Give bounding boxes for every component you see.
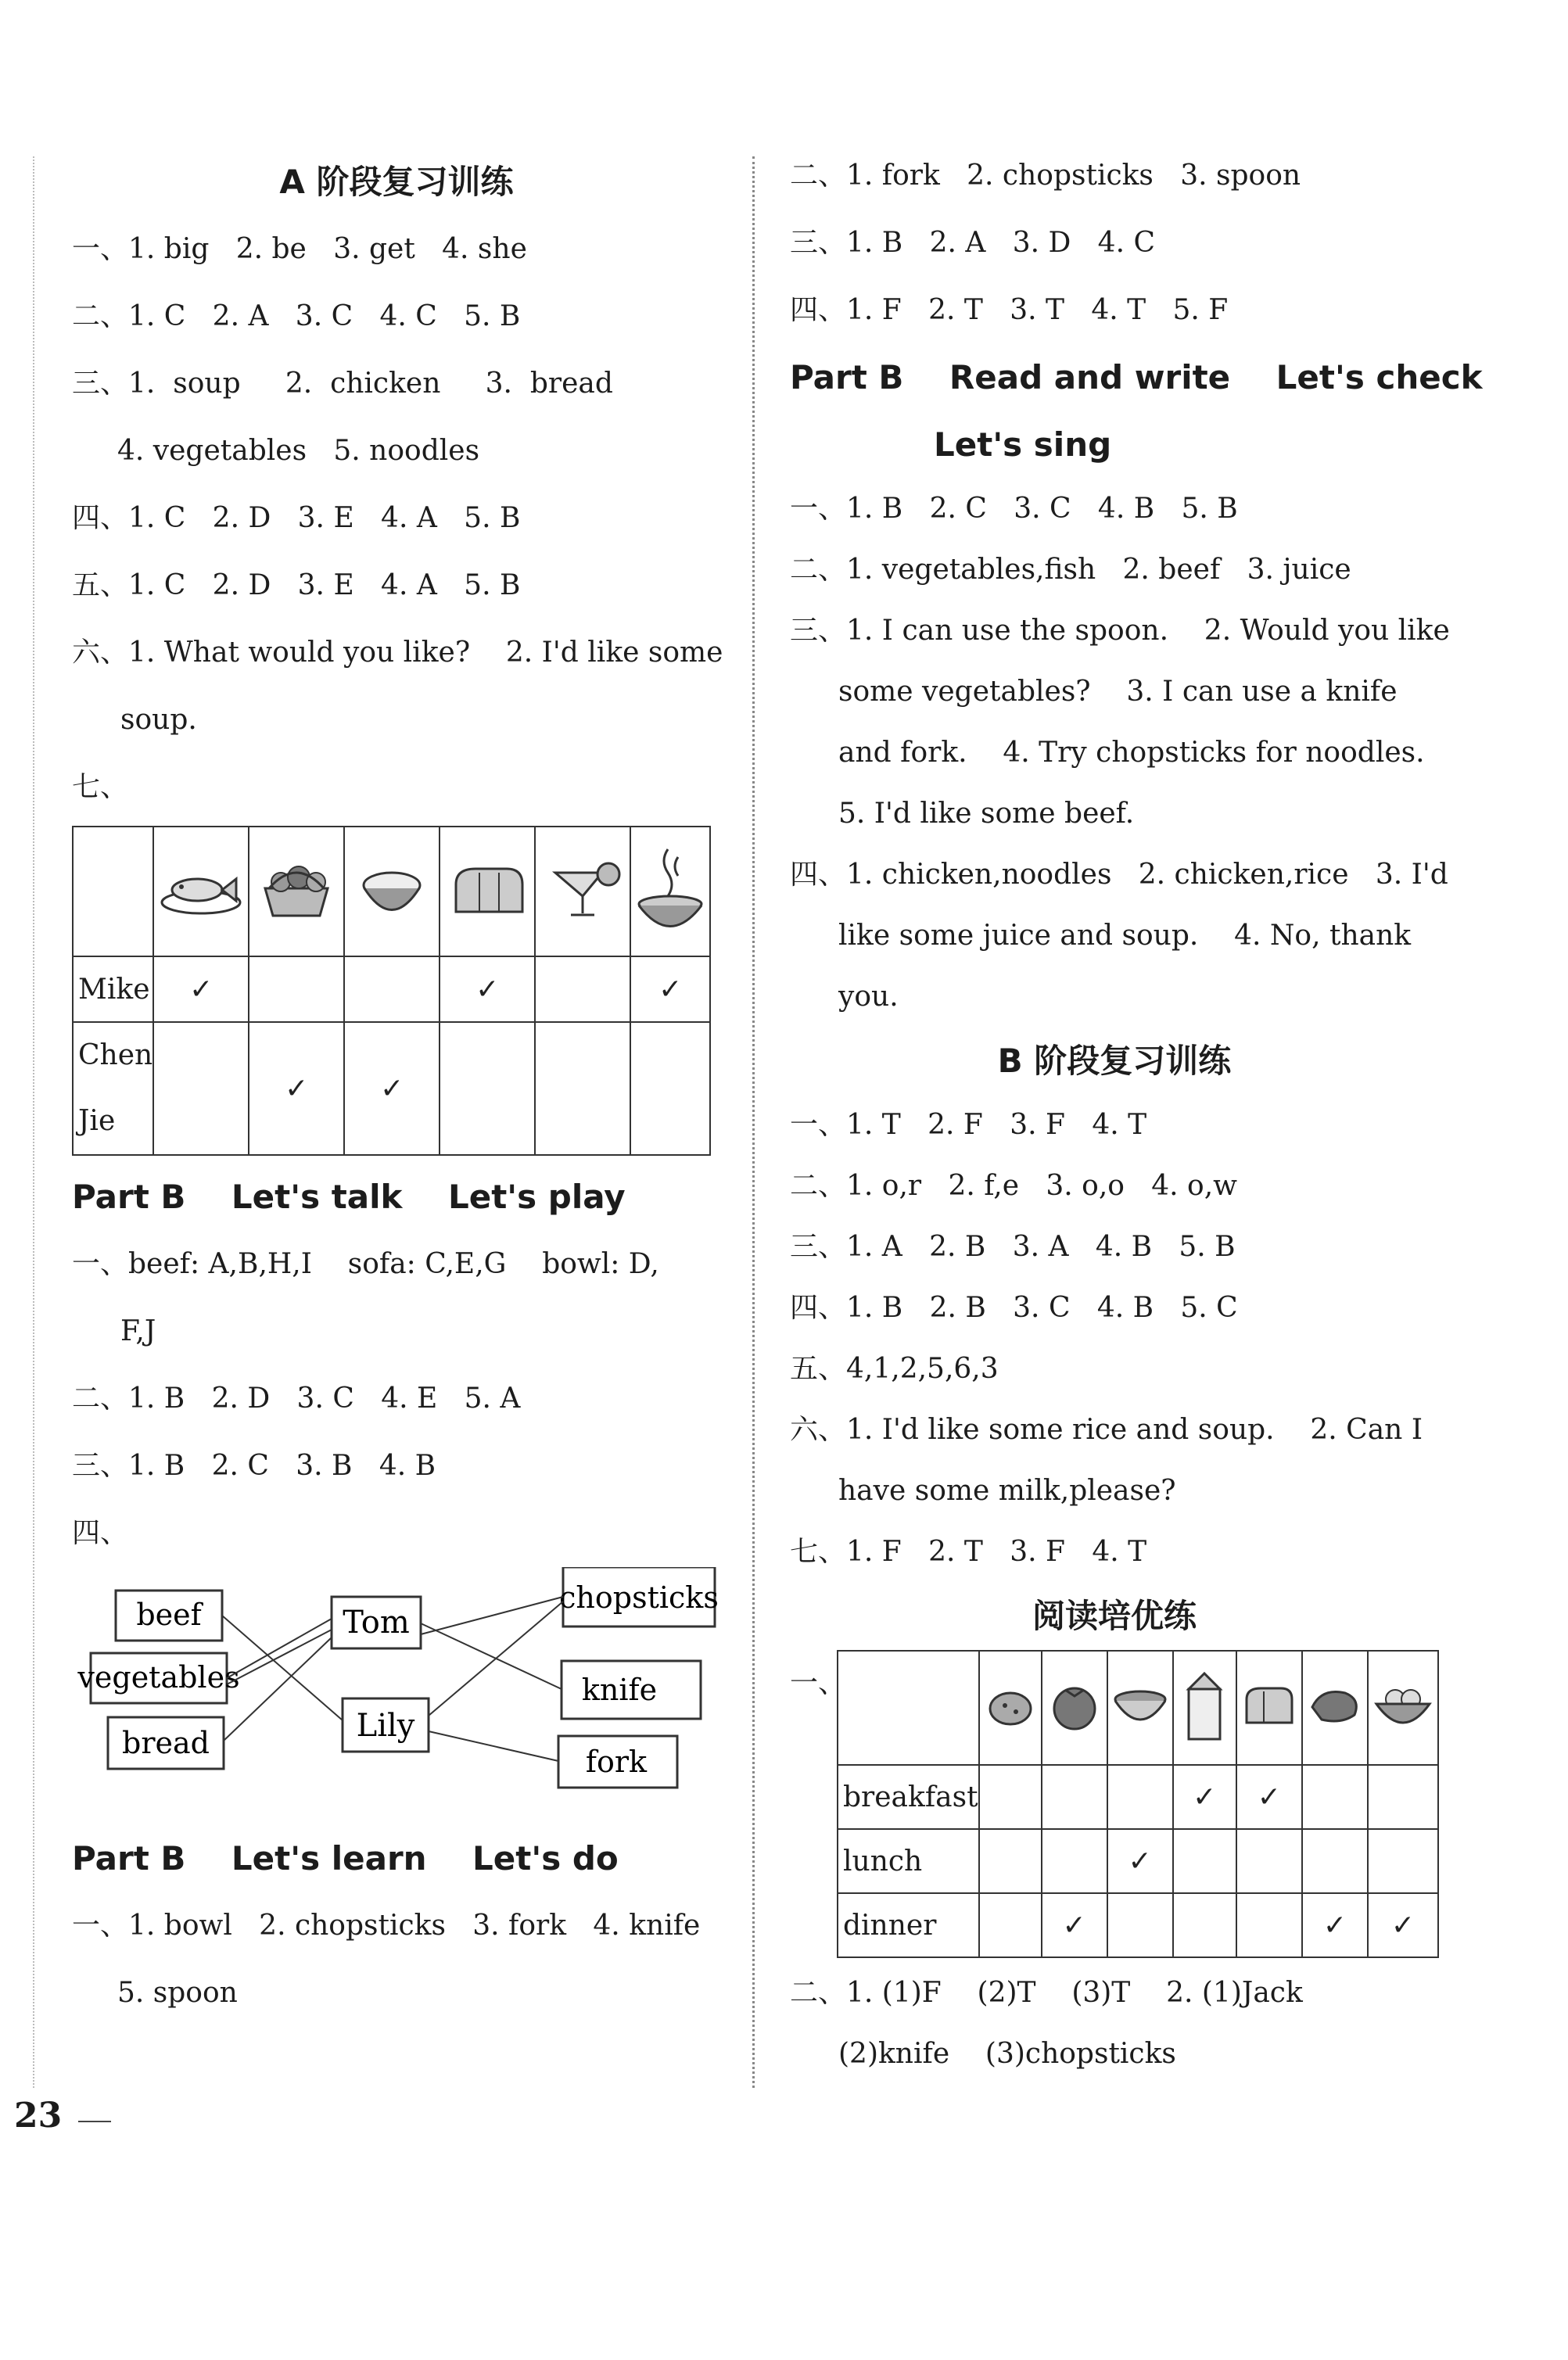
table-corner-cell bbox=[838, 1651, 979, 1765]
check-cell: ✓ bbox=[153, 956, 249, 1022]
page-number-dash bbox=[78, 2121, 111, 2122]
part-heading: Part B Read and write Let's check bbox=[790, 358, 1483, 396]
person-name: Lily bbox=[356, 1708, 415, 1744]
check-cell bbox=[153, 1022, 249, 1155]
answer-line: 一、1. bowl 2. chopsticks 3. fork 4. knife bbox=[72, 1910, 701, 1942]
rice-bowl-icon bbox=[349, 857, 435, 920]
potato-icon bbox=[983, 1677, 1038, 1732]
check-cell: ✓ bbox=[1302, 1893, 1368, 1957]
answer-line: 六、1. What would you like? 2. I'd like some bbox=[72, 637, 723, 669]
answer-line: 四、1. C 2. D 3. E 4. A 5. B bbox=[72, 502, 521, 534]
check-cell: ✓ bbox=[1173, 1765, 1236, 1829]
meal-name: lunch bbox=[838, 1829, 979, 1893]
left-word: beef bbox=[136, 1598, 202, 1632]
check-cell bbox=[1236, 1893, 1302, 1957]
answer-line: and fork. 4. Try chopsticks for noodles. bbox=[838, 737, 1425, 769]
part-heading: Part B Let's talk Let's play bbox=[72, 1178, 626, 1216]
answer-line: 五、1. C 2. D 3. E 4. A 5. B bbox=[72, 569, 521, 601]
bread-icon bbox=[444, 857, 530, 920]
part-heading: Let's sing bbox=[934, 425, 1112, 464]
page-number: 23 bbox=[14, 2096, 63, 2136]
answer-line: 一、1. big 2. be 3. get 4. she bbox=[72, 233, 527, 265]
answer-line: 二、1. vegetables,fish 2. beef 3. juice bbox=[790, 554, 1351, 586]
check-cell: ✓ bbox=[344, 1022, 440, 1155]
meal-table bbox=[837, 1650, 1439, 1958]
answer-line: 三、1. A 2. B 3. A 4. B 5. B bbox=[790, 1231, 1236, 1263]
answer-line: 三、1. I can use the spoon. 2. Would you like bbox=[790, 615, 1450, 647]
answer-line: 二、1. fork 2. chopsticks 3. spoon bbox=[790, 160, 1301, 192]
answer-line: 4. vegetables 5. noodles bbox=[117, 435, 480, 467]
check-cell bbox=[440, 1022, 535, 1155]
meal-table-block bbox=[790, 1650, 1439, 1963]
answer-line: 三、1. soup 2. chicken 3. bread bbox=[72, 368, 613, 400]
answer-line: 二、1. C 2. A 3. C 4. C 5. B bbox=[72, 300, 521, 332]
answer-line: 四、1. F 2. T 3. T 4. T 5. F bbox=[790, 294, 1229, 326]
tomato-icon bbox=[1046, 1676, 1103, 1734]
answer-line: you. bbox=[838, 981, 899, 1013]
check-cell: ✓ bbox=[440, 956, 535, 1022]
answer-line: 四、1. B 2. B 3. C 4. B 5. C bbox=[790, 1292, 1238, 1324]
right-column bbox=[790, 142, 1483, 2085]
check-cell bbox=[1302, 1829, 1368, 1893]
person-name: Tom bbox=[343, 1605, 410, 1641]
right-word: fork bbox=[585, 1745, 648, 1779]
answer-line: have some milk,please? bbox=[838, 1475, 1176, 1507]
left-margin-rule bbox=[33, 156, 34, 2088]
matching-diagram bbox=[72, 1567, 721, 1825]
check-cell bbox=[535, 1022, 630, 1155]
answer-line: some vegetables? 3. I can use a knife bbox=[838, 676, 1398, 708]
check-cell bbox=[1368, 1765, 1438, 1829]
meal-name: breakfast bbox=[838, 1765, 979, 1829]
answer-line: like some juice and soup. 4. No, thank bbox=[838, 920, 1412, 952]
check-cell: ✓ bbox=[249, 1022, 344, 1155]
section-heading-reading: 阅读培优练 bbox=[1032, 1597, 1197, 1635]
question-label: 一、 bbox=[790, 1667, 847, 1699]
check-cell bbox=[979, 1893, 1042, 1957]
check-cell: ✓ bbox=[1368, 1893, 1438, 1957]
answer-line: 三、1. B 2. A 3. D 4. C bbox=[790, 227, 1156, 259]
meat-icon bbox=[1306, 1676, 1364, 1734]
answer-line: 六、1. I'd like some rice and soup. 2. Can I bbox=[790, 1414, 1423, 1446]
column-divider bbox=[752, 156, 755, 2088]
check-cell bbox=[1107, 1765, 1173, 1829]
answer-line: 一、beef: A,B,H,I sofa: C,E,G bowl: D, bbox=[72, 1248, 659, 1280]
answer-line: 一、1. T 2. F 3. F 4. T bbox=[790, 1109, 1147, 1141]
soup-bowl-icon bbox=[633, 841, 708, 935]
row-name: Chen Jie bbox=[73, 1022, 153, 1155]
check-cell bbox=[1173, 1893, 1236, 1957]
section-heading-a: A 阶段复习训练 bbox=[279, 163, 514, 201]
noodles-bowl-icon bbox=[1111, 1676, 1169, 1734]
check-cell: ✓ bbox=[630, 956, 710, 1022]
answer-line: 5. I'd like some beef. bbox=[838, 798, 1135, 830]
left-word: vegetables bbox=[77, 1660, 240, 1695]
answer-line: 二、1. B 2. D 3. C 4. E 5. A bbox=[72, 1383, 521, 1415]
answer-line: 四、 bbox=[72, 1517, 129, 1549]
answer-line: 一、1. B 2. C 3. C 4. B 5. B bbox=[790, 493, 1238, 525]
answer-line: 七、 bbox=[72, 771, 129, 803]
left-column bbox=[72, 149, 721, 2027]
check-cell bbox=[1173, 1829, 1236, 1893]
right-word: chopsticks bbox=[559, 1580, 719, 1615]
check-cell bbox=[979, 1765, 1042, 1829]
answer-line: 七、1. F 2. T 3. F 4. T bbox=[790, 1536, 1147, 1568]
answer-line: soup. bbox=[120, 704, 197, 736]
milk-carton-icon bbox=[1181, 1666, 1228, 1744]
table-row bbox=[838, 1829, 1438, 1893]
answer-line: 5. spoon bbox=[117, 1977, 238, 2009]
check-cell bbox=[1107, 1893, 1173, 1957]
table-row bbox=[838, 1765, 1438, 1829]
answer-line: 四、1. chicken,noodles 2. chicken,rice 3. I'd bbox=[790, 859, 1448, 891]
check-cell: ✓ bbox=[1107, 1829, 1173, 1893]
table-corner-cell bbox=[73, 827, 153, 956]
check-cell bbox=[344, 956, 440, 1022]
egg-bowl-icon bbox=[1372, 1676, 1434, 1734]
answer-line: F,J bbox=[120, 1315, 156, 1347]
check-cell bbox=[1042, 1765, 1107, 1829]
answer-line: (2)knife (3)chopsticks bbox=[838, 2038, 1176, 2070]
right-word: knife bbox=[581, 1673, 658, 1707]
answer-line: 五、4,1,2,5,6,3 bbox=[790, 1353, 999, 1385]
answer-line: 二、1. o,r 2. f,e 3. o,o 4. o,w bbox=[790, 1170, 1237, 1202]
table-row bbox=[73, 1022, 710, 1155]
meal-name: dinner bbox=[838, 1893, 979, 1957]
left-word: bread bbox=[122, 1726, 210, 1760]
check-cell bbox=[1042, 1829, 1107, 1893]
table-row bbox=[73, 956, 710, 1022]
vegetable-basket-icon bbox=[253, 857, 339, 920]
juice-icon bbox=[540, 857, 626, 920]
section-heading-b: B 阶段复习训练 bbox=[997, 1042, 1232, 1080]
check-cell bbox=[1368, 1829, 1438, 1893]
check-cell bbox=[1302, 1765, 1368, 1829]
check-cell bbox=[979, 1829, 1042, 1893]
check-cell bbox=[535, 956, 630, 1022]
check-cell bbox=[1236, 1829, 1302, 1893]
check-cell: ✓ bbox=[1042, 1893, 1107, 1957]
check-cell bbox=[249, 956, 344, 1022]
food-preference-table bbox=[72, 826, 711, 1156]
bread-icon bbox=[1240, 1676, 1298, 1734]
answer-line: 三、1. B 2. C 3. B 4. B bbox=[72, 1450, 436, 1482]
table-row bbox=[838, 1893, 1438, 1957]
part-heading: Part B Let's learn Let's do bbox=[72, 1839, 619, 1878]
row-name: Mike bbox=[73, 956, 153, 1022]
fish-icon bbox=[158, 857, 244, 920]
check-cell bbox=[630, 1022, 710, 1155]
check-cell: ✓ bbox=[1236, 1765, 1302, 1829]
answer-line: 二、1. (1)F (2)T (3)T 2. (1)Jack bbox=[790, 1977, 1303, 2009]
